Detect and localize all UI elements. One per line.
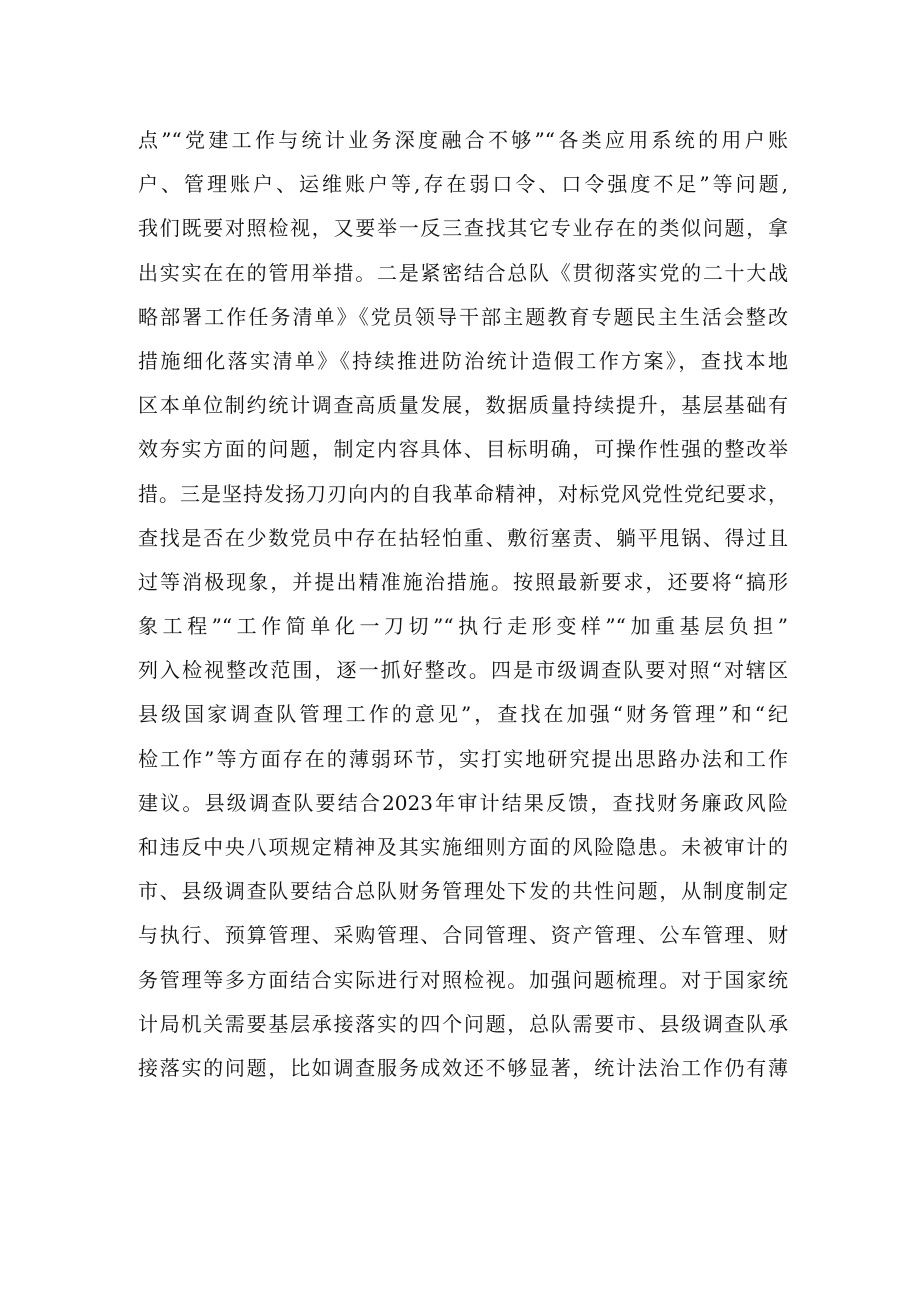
text-line: 区本单位制约统计调查高质量发展，数据质量持续提升，基层基础有 [138,393,788,418]
text-line: 过等消极现象，并提出精准施治措施。按照最新要求，还要将“搞形 [138,569,788,594]
text-line: 我们既要对照检视，又要举一反三查找其它专业存在的类似问题，拿 [138,216,788,241]
text-line: 与执行、预算管理、采购管理、合同管理、资产管理、公车管理、财 [138,923,788,948]
text-line: 出实实在在的管用举措。二是紧密结合总队《贯彻落实党的二十大战 [138,260,788,285]
text-line: 接落实的问题，比如调查服务成效还不够显著，统计法治工作仍有薄 [138,1055,788,1080]
text-line: 户、管理账户、运维账户等,存在弱口令、口令强度不足”等问题, [138,172,788,197]
text-line: 略部署工作任务清单》《党员领导干部主题教育专题民主生活会整改 [138,304,788,329]
text-line: 县级国家调查队管理工作的意见”，查找在加强“财务管理”和“纪 [138,702,788,727]
text-line: 点”“党建工作与统计业务深度融合不够”“各类应用系统的用户账 [138,128,788,152]
text-line: 计局机关需要基层承接落实的四个问题，总队需要市、县级调查队承 [138,1011,788,1036]
text-line: 和违反中央八项规定精神及其实施细则方面的风险隐患。未被审计的 [138,835,788,859]
text-line: 务管理等多方面结合实际进行对照检视。加强问题梳理。对于国家统 [138,967,788,992]
text-line: 市、县级调查队要结合总队财务管理处下发的共性问题，从制度制定 [138,879,788,904]
text-line: 查找是否在少数党员中存在拈轻怕重、敷衍塞责、躺平甩锅、得过且 [138,525,788,550]
body-paragraph [138,118,788,1090]
text-line: 检工作”等方面存在的薄弱环节，实打实地研究提出思路办法和工作 [138,746,788,771]
text-line: 措。三是坚持发扬刀刃向内的自我革命精神，对标党风党性党纪要求， [138,481,788,506]
text-line: 措施细化落实清单》《持续推进防治统计造假工作方案》，查找本地 [138,348,788,373]
text-line: 列入检视整改范围，逐一抓好整改。四是市级调查队要对照“对辖区 [138,658,788,683]
text-line: 象工程”“工作简单化一刀切”“执行走形变样”“加重基层负担” [138,614,788,639]
text-line: 建议。县级调查队要结合2023年审计结果反馈，查找财务廉政风险 [138,790,788,815]
text-line: 效夯实方面的问题，制定内容具体、目标明确，可操作性强的整改举 [138,437,788,462]
